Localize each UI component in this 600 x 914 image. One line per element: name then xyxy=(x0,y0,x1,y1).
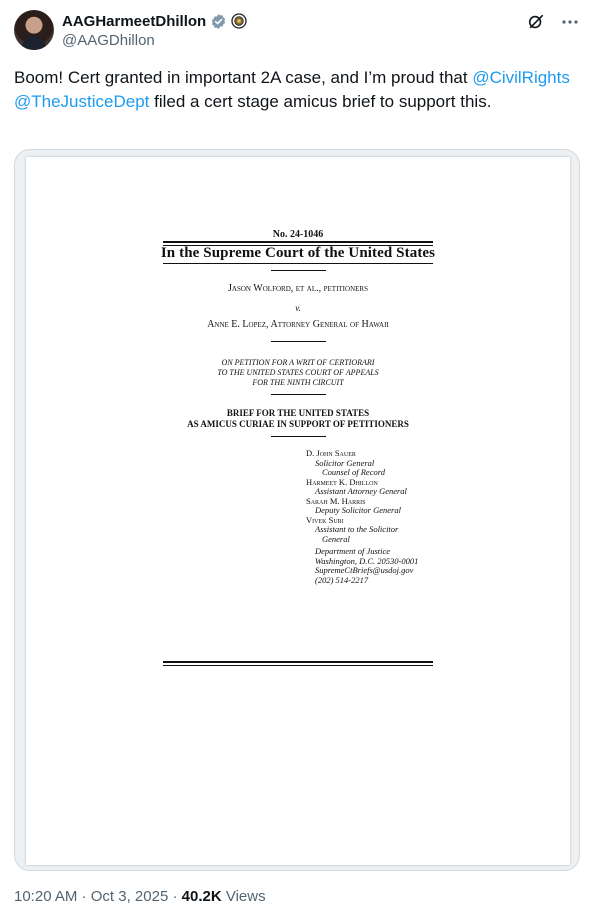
post-time[interactable]: 10:20 AM xyxy=(14,888,78,905)
handle[interactable]: @AAGDhillon xyxy=(62,32,155,49)
brief-line-1: BRIEF FOR THE UNITED STATES xyxy=(226,408,370,418)
divider-2 xyxy=(271,341,326,342)
bottom-double-rule xyxy=(163,661,433,666)
address-line: Washington, D.C. 20530-0001 xyxy=(315,555,419,566)
author-names xyxy=(62,11,247,49)
counsel-title: General xyxy=(322,533,350,544)
views-label: Views xyxy=(221,888,266,905)
address-block xyxy=(306,547,506,585)
divider-1 xyxy=(271,270,326,271)
more-icon[interactable] xyxy=(560,12,580,32)
counsel-block xyxy=(306,449,506,585)
counsel-title: Counsel of Record xyxy=(322,467,385,477)
counsel-name: D. John Sauer xyxy=(306,448,356,458)
counsel-title: Solicitor General xyxy=(315,457,375,468)
divider-4 xyxy=(271,436,326,437)
petition-line-3: FOR THE NINTH CIRCUIT xyxy=(252,378,344,387)
brief-cover-page xyxy=(26,157,570,865)
docket-number: No. 24-1046 xyxy=(272,229,324,240)
petition-statement xyxy=(26,358,570,388)
meta-separator: · xyxy=(168,888,182,905)
grok-icon[interactable] xyxy=(526,12,546,32)
views-count[interactable]: 40.2K xyxy=(181,888,222,905)
counsel-name: Harmeet K. Dhillon xyxy=(306,476,378,487)
tweet-text-end: filed a cert stage amicus brief to support this. xyxy=(149,92,492,111)
counsel-title: Deputy Solicitor General xyxy=(315,505,401,515)
header-actions xyxy=(526,12,580,32)
tweet-meta xyxy=(14,888,266,905)
petitioners: Jason Wolford, et al., petitioners xyxy=(228,283,368,294)
brief-line-2: AS AMICUS CURIAE IN SUPPORT OF PETITIONERS xyxy=(187,419,409,429)
mention-justicedept[interactable]: @TheJusticeDept xyxy=(14,92,150,111)
respondent: Anne E. Lopez, Attorney General of Hawaii xyxy=(207,319,389,330)
counsel-name: Vivek Suri xyxy=(306,514,344,525)
address-line: (202) 514-2217 xyxy=(315,574,369,585)
address-line: Department of Justice xyxy=(315,546,391,556)
display-name[interactable]: AAGHarmeetDhillon xyxy=(62,12,207,30)
meta-separator: · xyxy=(77,888,91,905)
verified-badge-icon xyxy=(210,13,227,30)
tweet-header xyxy=(14,10,586,52)
petition-line-1: ON PETITION FOR A WRIT OF CERTIORARI xyxy=(221,358,375,367)
attached-image[interactable] xyxy=(14,149,580,871)
tweet-text xyxy=(14,66,586,114)
court-title: In the Supreme Court of the United States xyxy=(160,245,436,261)
counsel-title: Assistant to the Solicitor xyxy=(315,524,399,534)
tweet-text-start: Boom! Cert granted in important 2A case, and I’m proud that xyxy=(14,68,473,87)
divider-3 xyxy=(271,394,326,395)
petition-line-2: TO THE UNITED STATES COURT OF APPEALS xyxy=(217,368,379,377)
seal-icon xyxy=(231,13,247,29)
versus: v. xyxy=(295,303,301,313)
counsel-title: Assistant Attorney General xyxy=(315,486,407,496)
mention-civilrights[interactable]: @CivilRights xyxy=(472,68,570,87)
address-line: SupremeCtBriefs@usdoj.gov xyxy=(315,565,414,575)
brief-title xyxy=(26,408,570,430)
court-underline xyxy=(163,263,433,264)
post-date[interactable]: Oct 3, 2025 xyxy=(90,888,169,905)
counsel-name: Sarah M. Harris xyxy=(306,495,366,506)
avatar[interactable] xyxy=(14,10,54,50)
